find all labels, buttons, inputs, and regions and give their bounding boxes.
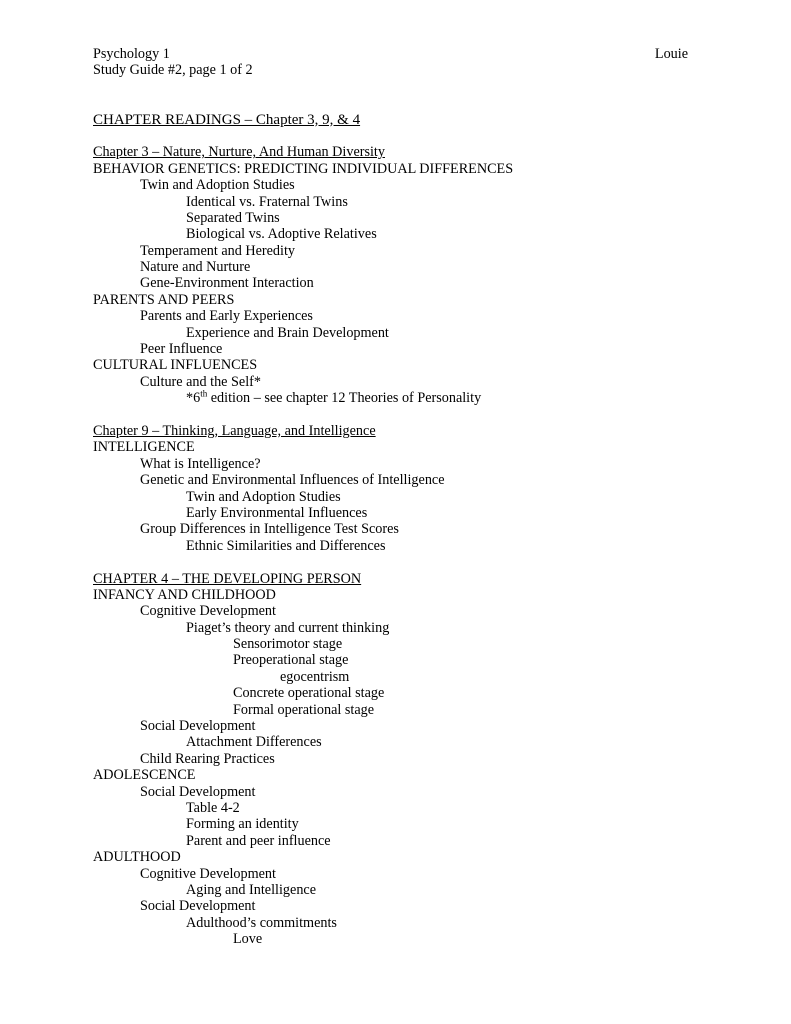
outline-item: Cognitive Development xyxy=(140,603,276,620)
readings-title: CHAPTER READINGS – Chapter 3, 9, & 4 xyxy=(93,111,361,128)
header-line-1 xyxy=(93,46,688,62)
outline-item: egocentrism xyxy=(280,668,350,685)
outline-item: Parents and Early Experiences xyxy=(140,308,313,325)
outline-item: BEHAVIOR GENETICS: PREDICTING INDIVIDUAL DIFFERENCES xyxy=(93,160,514,177)
outline-item: Forming an identity xyxy=(186,816,299,833)
outline-item: Love xyxy=(233,931,263,948)
outline-item: INTELLIGENCE xyxy=(93,439,195,456)
outline-item: Identical vs. Fraternal Twins xyxy=(186,193,348,210)
outline-item: Adulthood’s commitments xyxy=(186,914,337,931)
outline-item: Experience and Brain Development xyxy=(186,324,389,341)
outline-item: Social Development xyxy=(140,783,256,800)
chapter-3-title: Chapter 3 – Nature, Nurture, And Human Diversity xyxy=(93,144,385,161)
study-guide-page xyxy=(93,46,688,947)
outline-item: Social Development xyxy=(140,898,256,915)
note-rest: edition – see chapter 12 Theories of Personality xyxy=(207,390,482,407)
outline-item: Early Environmental Influences xyxy=(186,504,368,521)
outline-item: CULTURAL INFLUENCES xyxy=(93,357,258,374)
outline-item: Child Rearing Practices xyxy=(140,750,275,767)
outline-item: What is Intelligence? xyxy=(140,455,261,472)
edition-note xyxy=(93,390,688,406)
course-name: Psychology 1 xyxy=(93,46,170,62)
outline-item: Table 4-2 xyxy=(186,799,240,816)
note-superscript: th xyxy=(200,388,208,399)
outline-item: Parent and peer influence xyxy=(186,832,331,849)
outline-item: Piaget’s theory and current thinking xyxy=(186,619,390,636)
outline-item: Twin and Adoption Studies xyxy=(186,488,341,505)
outline-item: Ethnic Similarities and Differences xyxy=(186,537,386,554)
outline-item: Nature and Nurture xyxy=(140,259,251,276)
outline-item: Separated Twins xyxy=(186,209,280,226)
outline-item: Biological vs. Adoptive Relatives xyxy=(186,226,377,243)
outline-item: Aging and Intelligence xyxy=(186,881,317,898)
outline-item: Sensorimotor stage xyxy=(233,636,343,653)
outline-item: Cognitive Development xyxy=(140,865,276,882)
outline-item: Attachment Differences xyxy=(186,734,322,751)
outline-item: Temperament and Heredity xyxy=(140,242,296,259)
outline-item: Gene-Environment Interaction xyxy=(140,275,314,292)
outline-item: INFANCY AND CHILDHOOD xyxy=(93,586,276,603)
outline-item: Social Development xyxy=(140,718,256,735)
chapter-4-title: CHAPTER 4 – THE DEVELOPING PERSON xyxy=(93,570,362,587)
outline-item: Peer Influence xyxy=(140,341,223,358)
header-subtitle: Study Guide #2, page 1 of 2 xyxy=(93,62,253,79)
outline-item: PARENTS AND PEERS xyxy=(93,291,235,308)
outline-item: Twin and Adoption Studies xyxy=(140,177,295,194)
chapter-9-title: Chapter 9 – Thinking, Language, and Intelligence xyxy=(93,422,376,439)
outline-item: Culture and the Self* xyxy=(140,373,261,390)
outline-item: Concrete operational stage xyxy=(233,685,385,702)
outline-item: Genetic and Environmental Influences of Intelligence xyxy=(140,472,445,489)
outline-item: Group Differences in Intelligence Test Scores xyxy=(140,521,399,538)
outline-item: Formal operational stage xyxy=(233,701,375,718)
instructor-name: Louie xyxy=(654,46,688,62)
outline-item: Preoperational stage xyxy=(233,652,349,669)
note-prefix: *6 xyxy=(186,390,201,407)
outline-item: ADOLESCENCE xyxy=(93,767,196,784)
outline-item: ADULTHOOD xyxy=(93,849,181,866)
